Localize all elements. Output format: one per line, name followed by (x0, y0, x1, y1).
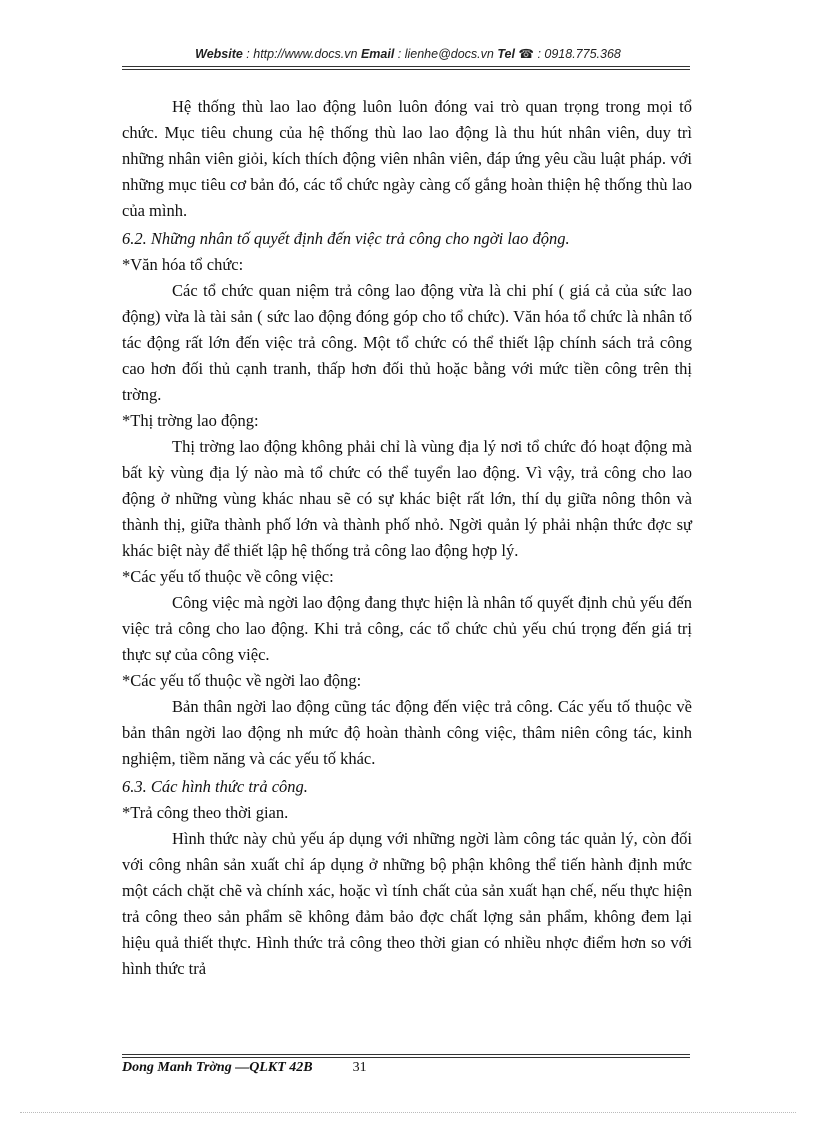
page-header (0, 46, 816, 61)
subheading-time-pay: *Trả công theo thời gian. (122, 803, 289, 822)
footer-author: Dong Manh Trờng —QLKT 42B (122, 1060, 313, 1075)
section-heading-6-3: 6.3. Các hình thức trả công. (122, 777, 308, 796)
tel-value: ☎ : 0918.775.368 (514, 47, 621, 61)
page-footer (122, 1060, 367, 1076)
bottom-dotted-border (20, 1112, 796, 1113)
paragraph-labor-market: Thị trờng lao động không phải chỉ là vùng địa lý nơi tổ chức đó hoạt động mà bất kỳ vùng địa lý nào mà tổ chức có thể tuyển lao động. Vì vậy, trả công cho lao động ở những vùng khác nhau sẽ có sự khác biệt rất lớn, thí dụ giữa nông thôn và thành thị, giữa thành phố lớn và thành phố nhỏ. Ngời quản lý phải nhận thức đợc sự khác biệt này để thiết lập hệ thống trả công lao động hợp lý. (122, 437, 692, 560)
subheading-culture: *Văn hóa tổ chức: (122, 255, 244, 274)
paragraph-intro: Hệ thống thù lao lao động luôn luôn đóng vai trò quan trọng trong mọi tổ chức. Mục tiêu chung của hệ thống thù lao lao động là thu hút nhân viên, duy trì những nhân viên giỏi, kích thích động viên nhân viên, đáp ứng yêu cầu luật pháp. với những mục tiêu cơ bản đó, các tổ chức ngày càng cố gắng hoàn thiện hệ thống thù lao của mình. (122, 97, 692, 220)
email-label: Email (360, 47, 395, 61)
paragraph-time-pay: Hình thức này chủ yếu áp dụng với những ngời làm công tác quản lý, còn đối với công nhân sản xuất chỉ áp dụng ở những bộ phận không thể tiến hành định mức một cách chặt chẽ và chính xác, hoặc vì tính chất của sản xuất hạn chế, nếu thực hiện trả công theo sản phẩm sẽ không đảm bảo đợc chất lợng sản phẩm, không đem lại hiệu quả thiết thực. Hình thức trả công theo thời gian có nhiều nhợc điểm hơn so với hình thức trả (122, 829, 692, 978)
page-number: 31 (352, 1060, 367, 1075)
website-value: : http://www.docs.vn (242, 47, 361, 61)
footer-rule (122, 1054, 690, 1058)
subheading-worker-factors: *Các yếu tố thuộc về ngời lao động: (122, 671, 362, 690)
paragraph-culture: Các tổ chức quan niệm trả công lao động vừa là chi phí ( giá cả của sức lao động) vừa là tài sản ( sức lao động đóng góp cho tổ chức). Văn hóa tổ chức là nhân tố tác động rất lớn đến việc trả công. Một tổ chức có thể thiết lập chính sách trả công cao hơn đối thủ cạnh tranh, thấp hơn đối thủ hoặc bằng với mức tiền công trên thị trờng. (122, 281, 692, 404)
section-heading-6-2: 6.2. Những nhân tố quyết định đến việc trả công cho ngời lao động. (122, 229, 570, 248)
subheading-job-factors: *Các yếu tố thuộc về công việc: (122, 567, 334, 586)
document-body (122, 94, 692, 982)
email-value: : lienhe@docs.vn (394, 47, 498, 61)
paragraph-worker-factors: Bản thân ngời lao động cũng tác động đến việc trả công. Các yếu tố thuộc về bản thân ngời lao động nh mức độ hoàn thành công việc, thâm niên công tác, kinh nghiệm, tiềm năng và các yếu tố khác. (122, 697, 692, 768)
subheading-labor-market: *Thị trờng lao động: (122, 411, 259, 430)
paragraph-job-factors: Công việc mà ngời lao động đang thực hiện là nhân tố quyết định chủ yếu đến việc trả công cho lao động. Khi trả công, các tổ chức chủ yếu chú trọng đến giá trị thực sự của công việc. (122, 593, 692, 664)
website-label: Website (195, 47, 243, 61)
tel-label: Tel (497, 47, 515, 61)
header-rule (122, 66, 690, 70)
